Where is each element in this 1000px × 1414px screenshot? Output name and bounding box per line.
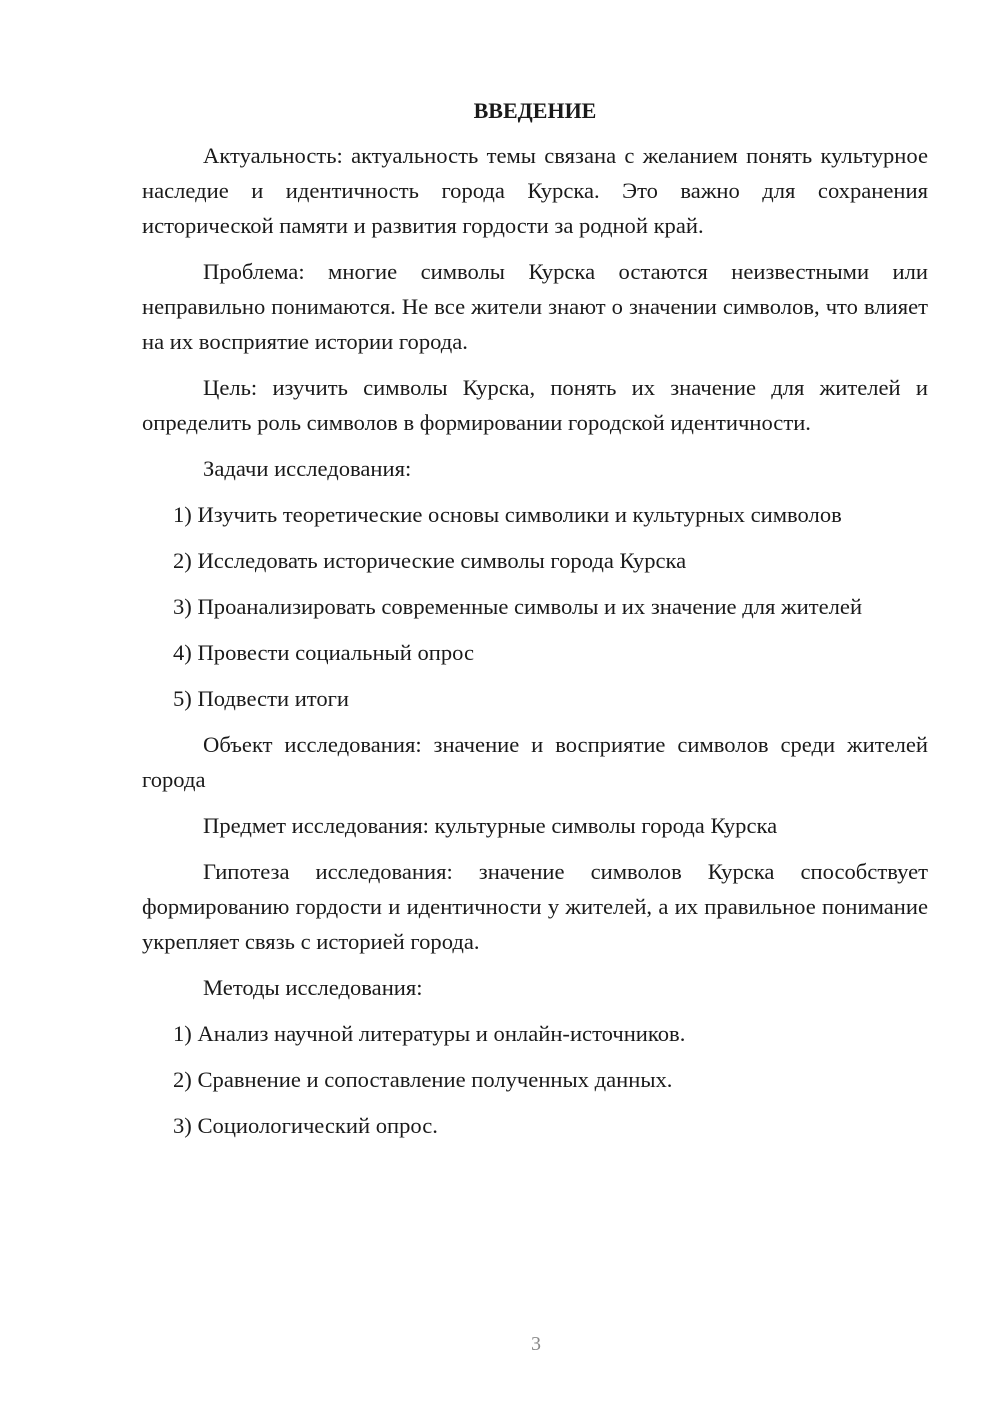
- object-paragraph: Объект исследования: значение и восприятие символов среди жителей города: [142, 732, 928, 792]
- method-item: 2) Сравнение и сопоставление полученных данных.: [173, 1067, 673, 1092]
- section-heading: ВВЕДЕНИЕ: [473, 98, 597, 123]
- task-item: 5) Подвести итоги: [173, 686, 350, 711]
- task-item: 3) Проанализировать современные символы и их значение для жителей: [173, 594, 863, 619]
- page-number: 3: [531, 1333, 541, 1355]
- problem-paragraph: Проблема: многие символы Курска остаются неизвестными или неправильно понимаются. Не все жители знают о значении символов, что влияет на их восприятие истории города.: [142, 259, 928, 354]
- task-item: 2) Исследовать исторические символы города Курска: [173, 548, 687, 573]
- document-body: [142, 96, 928, 1154]
- task-item: 4) Провести социальный опрос: [173, 640, 475, 665]
- hypothesis-paragraph: Гипотеза исследования: значение символов Курска способствует формированию гордости и идентичности у жителей, а их правильное понимание укрепляет связь с историей города.: [142, 859, 928, 954]
- goal-paragraph: Цель: изучить символы Курска, понять их значение для жителей и определить роль символов в формировании городской идентичности.: [142, 375, 928, 435]
- task-item: 1) Изучить теоретические основы символики и культурных символов: [173, 502, 842, 527]
- method-item: 3) Социологический опрос.: [173, 1113, 438, 1138]
- tasks-heading: Задачи исследования:: [203, 456, 412, 481]
- subject-paragraph: Предмет исследования: культурные символы города Курска: [203, 813, 778, 838]
- method-item: 1) Анализ научной литературы и онлайн-источников.: [173, 1021, 686, 1046]
- relevance-paragraph: Актуальность: актуальность темы связана с желанием понять культурное наследие и идентичность города Курска. Это важно для сохранения исторической памяти и развития гордости за родной край.: [142, 143, 928, 238]
- methods-heading: Методы исследования:: [203, 975, 423, 1000]
